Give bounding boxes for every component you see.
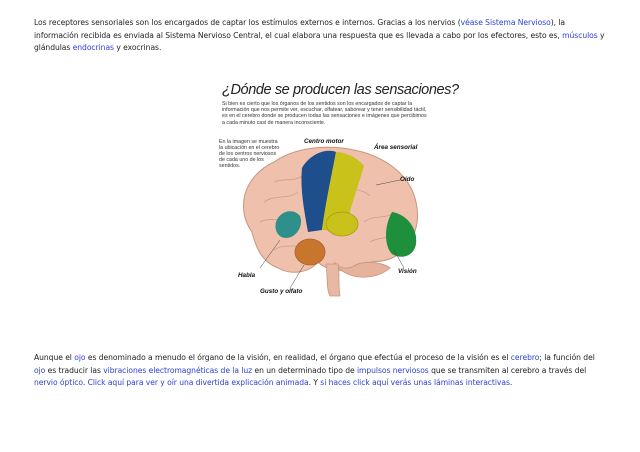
taste-smell-area <box>295 239 325 265</box>
p2-text-9: . <box>509 378 513 388</box>
link-cerebro[interactable]: cerebro <box>510 353 540 362</box>
p2-text-1: Aunque el <box>34 353 75 362</box>
intro-text-3: y glándulas <box>34 30 605 53</box>
link-laminas-interactivas[interactable]: si haces click aquí verás unas láminas interactivas <box>320 378 510 388</box>
vision-paragraph <box>34 352 608 390</box>
label-habla: Habla <box>238 272 256 279</box>
intro-text-1: Los receptores sensoriales son los encargados de captar los estímulos externos e internos. Gracias a los nervios ( <box>34 18 461 27</box>
label-gusto-olfato: Gusto y olfato <box>260 288 303 295</box>
link-endocrinas[interactable]: endocrinas <box>72 43 114 53</box>
figure-description: Si bien es cierto que los órganos de los sentidos son los encargados de captar la información que nos permite ver, escuchar, olfatear, saborear y tener sensibilidad táctil, es en el cerebro donde se producen todas las sensaciones e imágenes que percibimos a cada minuto casi de manera inconsciente. <box>222 101 427 126</box>
intro-text-2: ), la información recibida es enviada al Sistema Nervioso Central, el cual elabora una respuesta que es llevada a cabo por los efectores, esto es, <box>34 18 566 40</box>
link-ojo-2[interactable]: ojo <box>34 365 46 375</box>
link-impulsos-nerviosos[interactable]: impulsos nerviosos <box>356 365 429 375</box>
link-sistema-nervioso[interactable]: véase Sistema Nervioso <box>460 18 551 27</box>
figure-title: ¿Dónde se producen las sensaciones? <box>222 82 459 98</box>
auditory-area <box>326 212 358 236</box>
p2-text-5: en un determinado tipo de <box>252 365 357 375</box>
p2-text-2: es denominado a menudo el órgano de la visión, en realidad, el órgano que efectúa el proceso de la visión es el <box>85 353 511 362</box>
p2-text-7: . <box>82 378 88 388</box>
link-explicacion-animada[interactable]: Click aquí para ver y oír una divertida explicación animada <box>87 378 309 388</box>
intro-paragraph <box>34 17 608 55</box>
label-oido: Oído <box>400 176 415 183</box>
link-musculos[interactable]: músculos <box>562 30 598 40</box>
label-area-sensorial: Área sensorial <box>374 144 418 151</box>
p2-text-4: es traducir las <box>45 365 104 375</box>
figure-side-text: En la imagen se muestra la ubicación en el cerebro de los centros nerviosos de cada uno de los sentidos. <box>219 139 280 170</box>
intro-text-4: y exocrinas. <box>113 43 162 53</box>
brain-figure <box>214 82 459 302</box>
p2-text-8: . Y <box>308 378 321 388</box>
link-nervio-optico[interactable]: nervio óptico <box>34 378 83 388</box>
label-vision: Visión <box>398 268 417 275</box>
label-centro-motor: Centro motor <box>304 138 344 145</box>
link-ojo-1[interactable]: ojo <box>74 353 86 362</box>
p2-text-6: que se transmiten al cerebro a través del <box>428 365 587 375</box>
p2-text-3: ; la función del <box>539 353 595 362</box>
link-vibraciones[interactable]: vibraciones electromagnéticas de la luz <box>103 365 253 375</box>
brainstem <box>326 264 340 296</box>
